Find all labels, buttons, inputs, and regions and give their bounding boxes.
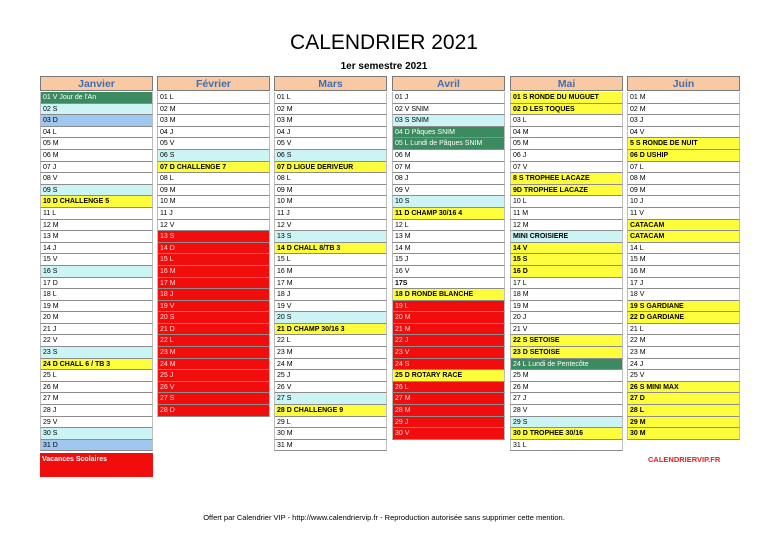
day-cell: 24 D CHALL 6 / TB 3 — [40, 359, 153, 371]
day-cell: 18 M — [510, 289, 623, 301]
day-cell: 06 M — [392, 150, 505, 162]
day-cell: 09 M — [274, 185, 387, 197]
day-cell: 23 V — [392, 347, 505, 359]
day-cell: 21 D CHAMP 30/16 3 — [274, 324, 387, 336]
day-cell: 01 M — [627, 92, 740, 104]
day-cell: 15 L — [274, 254, 387, 266]
day-cell: 25 D ROTARY RACE — [392, 370, 505, 382]
day-cell: 02 M — [274, 104, 387, 116]
day-cell: 22 M — [627, 335, 740, 347]
day-cell: 29 M — [627, 417, 740, 429]
day-cell: 25 J — [274, 370, 387, 382]
day-cell: 8 S TROPHEE LACAZE — [510, 173, 623, 185]
month-column-0 — [40, 76, 153, 451]
day-cell: 04 M — [510, 127, 623, 139]
day-cell: 15 M — [627, 254, 740, 266]
day-cell: 14 J — [40, 243, 153, 255]
day-cell: 03 D — [40, 115, 153, 127]
day-cell: 25 V — [627, 370, 740, 382]
day-cell: 11 V — [627, 208, 740, 220]
day-cell: 16 M — [627, 266, 740, 278]
day-cell: 16 S — [40, 266, 153, 278]
day-cell: 28 D CHALLENGE 9 — [274, 405, 387, 417]
day-cell: 29 J — [392, 417, 505, 429]
day-cell: 28 D — [157, 405, 270, 417]
day-cell: 16 M — [274, 266, 387, 278]
day-cell: 31 M — [274, 440, 387, 452]
day-cell: 14 V — [510, 243, 623, 255]
day-cell: 18 J — [274, 289, 387, 301]
day-cell: 03 M — [274, 115, 387, 127]
day-cell: 07 J — [40, 162, 153, 174]
day-cell: 17 J — [627, 278, 740, 290]
day-cell: 02 V SNIM — [392, 104, 505, 116]
day-cell: 21 D — [157, 324, 270, 336]
day-cell: 10 D CHALLENGE 5 — [40, 196, 153, 208]
day-cell: 28 L — [627, 405, 740, 417]
day-cell: 20 S — [157, 312, 270, 324]
day-cell: 9D TROPHEE LACAZE — [510, 185, 623, 197]
day-cell: 22 D GARDIANE — [627, 312, 740, 324]
day-cell: 15 S — [510, 254, 623, 266]
day-cell: 27 J — [510, 393, 623, 405]
day-cell: 03 L — [510, 115, 623, 127]
day-cell: 28 V — [510, 405, 623, 417]
day-cell: 10 M — [274, 196, 387, 208]
day-cell: CATACAM — [627, 231, 740, 243]
day-cell: 24 S — [392, 359, 505, 371]
day-cell: 10 S — [392, 196, 505, 208]
day-cell: 02 S — [40, 104, 153, 116]
day-cell: 22 V — [40, 335, 153, 347]
day-cell: 24 M — [157, 359, 270, 371]
day-cell: 13 M — [40, 231, 153, 243]
day-cell: 17 M — [157, 278, 270, 290]
day-cell: 11 M — [510, 208, 623, 220]
day-cell: 18 J — [157, 289, 270, 301]
month-header: Juin — [627, 76, 740, 91]
day-cell: 09 V — [392, 185, 505, 197]
day-cell: 08 M — [627, 173, 740, 185]
day-cell: 14 D CHALL 8/TB 3 — [274, 243, 387, 255]
month-column-3 — [392, 76, 505, 440]
day-cell: 31 D — [40, 440, 153, 452]
day-cell: 05 V — [274, 138, 387, 150]
day-cell: 01 L — [274, 92, 387, 104]
day-cell: 16 D — [510, 266, 623, 278]
day-cell: 01 J — [392, 92, 505, 104]
day-cell: 23 S — [40, 347, 153, 359]
day-cell: 05 L Lundi de Pâques SNIM — [392, 138, 505, 150]
day-cell: 08 L — [157, 173, 270, 185]
day-cell: 04 J — [274, 127, 387, 139]
day-cell: 09 M — [627, 185, 740, 197]
month-header: Mars — [274, 76, 387, 91]
day-cell: 19 S GARDIANE — [627, 301, 740, 313]
day-cell: 12 V — [274, 220, 387, 232]
day-cell: MINI CROISIERE — [510, 231, 623, 243]
day-cell: 08 J — [392, 173, 505, 185]
month-header: Janvier — [40, 76, 153, 91]
day-cell: 17 M — [274, 278, 387, 290]
brand-label: CALENDRIERVIP.FR — [648, 455, 721, 464]
day-cell: 04 L — [40, 127, 153, 139]
day-cell: 26 V — [157, 382, 270, 394]
day-cell: 11 D CHAMP 30/16 4 — [392, 208, 505, 220]
day-cell: 10 J — [627, 196, 740, 208]
day-cell: 12 L — [392, 220, 505, 232]
day-cell: 24 L Lundi de Pentecôte — [510, 359, 623, 371]
day-cell: 28 M — [392, 405, 505, 417]
day-cell: 21 V — [510, 324, 623, 336]
day-cell: CATACAM — [627, 220, 740, 232]
day-cell: 23 M — [157, 347, 270, 359]
day-cell: 07 D LIGUE DERIVEUR — [274, 162, 387, 174]
day-cell: 24 J — [627, 359, 740, 371]
day-cell: 06 D USHIP — [627, 150, 740, 162]
day-cell: 5 S RONDE DE NUIT — [627, 138, 740, 150]
day-cell: 30 M — [627, 428, 740, 440]
day-cell: 19 M — [40, 301, 153, 313]
day-cell: 07 L — [627, 162, 740, 174]
month-column-5 — [627, 76, 740, 440]
day-cell: 22 S SETOISE — [510, 335, 623, 347]
day-cell: 30 D TROPHEE 30/16 — [510, 428, 623, 440]
day-cell: 05 V — [157, 138, 270, 150]
day-cell: 10 M — [157, 196, 270, 208]
day-cell: 12 V — [157, 220, 270, 232]
day-cell: 30 V — [392, 428, 505, 440]
day-cell: 29 V — [40, 417, 153, 429]
day-cell: 14 M — [392, 243, 505, 255]
legend-school-holidays: Vacances Scolaires — [40, 453, 153, 477]
day-cell: 09 S — [40, 185, 153, 197]
footer-note: Offert par Calendrier VIP - http://www.calendriervip.fr - Reproduction autorisée sans supprimer cette mention. — [203, 513, 565, 522]
day-cell: 06 S — [274, 150, 387, 162]
day-cell: 26 S MINI MAX — [627, 382, 740, 394]
day-cell: 19 L — [392, 301, 505, 313]
day-cell: 18 D RONDE BLANCHE — [392, 289, 505, 301]
day-cell: 05 M — [510, 138, 623, 150]
day-cell: 12 M — [40, 220, 153, 232]
day-cell: 07 M — [392, 162, 505, 174]
day-cell: 27 S — [274, 393, 387, 405]
day-cell: 19 M — [510, 301, 623, 313]
day-cell: 01 L — [157, 92, 270, 104]
day-cell: 22 L — [157, 335, 270, 347]
month-column-4 — [510, 76, 623, 451]
day-cell: 04 D Pâques SNIM — [392, 127, 505, 139]
day-cell: 08 V — [40, 173, 153, 185]
day-cell: 30 M — [274, 428, 387, 440]
day-cell: 09 M — [157, 185, 270, 197]
month-column-1 — [157, 76, 270, 417]
day-cell: 08 L — [274, 173, 387, 185]
day-cell: 16 M — [157, 266, 270, 278]
day-cell: 25 J — [157, 370, 270, 382]
day-cell: 03 S SNIM — [392, 115, 505, 127]
day-cell: 25 L — [40, 370, 153, 382]
day-cell: 18 V — [627, 289, 740, 301]
day-cell: 26 M — [510, 382, 623, 394]
day-cell: 06 J — [510, 150, 623, 162]
page-title: CALENDRIER 2021 — [290, 31, 478, 54]
day-cell: 19 V — [157, 301, 270, 313]
month-column-2 — [274, 76, 387, 451]
day-cell: 24 M — [274, 359, 387, 371]
day-cell: 20 M — [40, 312, 153, 324]
day-cell: 10 L — [510, 196, 623, 208]
day-cell: 11 J — [274, 208, 387, 220]
day-cell: 18 L — [40, 289, 153, 301]
day-cell: 17 L — [510, 278, 623, 290]
month-header: Mai — [510, 76, 623, 91]
day-cell: 30 S — [40, 428, 153, 440]
day-cell: 04 V — [627, 127, 740, 139]
day-cell: 26 L — [392, 382, 505, 394]
day-cell: 29 L — [274, 417, 387, 429]
day-cell: 07 D CHALLENGE 7 — [157, 162, 270, 174]
day-cell: 11 J — [157, 208, 270, 220]
day-cell: 17 D — [40, 278, 153, 290]
day-cell: 01 S RONDE DU MUGUET — [510, 92, 623, 104]
day-cell: 27 M — [392, 393, 505, 405]
day-cell: 29 S — [510, 417, 623, 429]
day-cell: 02 M — [157, 104, 270, 116]
day-cell: 25 M — [510, 370, 623, 382]
day-cell: 14 L — [627, 243, 740, 255]
day-cell: 13 M — [392, 231, 505, 243]
day-cell: 27 M — [40, 393, 153, 405]
day-cell: 05 M — [40, 138, 153, 150]
day-cell: 06 M — [40, 150, 153, 162]
page-subtitle: 1er semestre 2021 — [340, 61, 428, 72]
day-cell: 06 S — [157, 150, 270, 162]
day-cell: 19 V — [274, 301, 387, 313]
day-cell: 07 V — [510, 162, 623, 174]
day-cell: 20 M — [392, 312, 505, 324]
day-cell: 20 S — [274, 312, 387, 324]
day-cell: 22 J — [392, 335, 505, 347]
day-cell: 04 J — [157, 127, 270, 139]
day-cell: 03 M — [157, 115, 270, 127]
day-cell: 23 D SETOISE — [510, 347, 623, 359]
day-cell: 23 M — [274, 347, 387, 359]
day-cell: 03 J — [627, 115, 740, 127]
day-cell: 02 M — [627, 104, 740, 116]
day-cell: 21 L — [627, 324, 740, 336]
day-cell: 20 J — [510, 312, 623, 324]
day-cell: 21 J — [40, 324, 153, 336]
day-cell: 17S — [392, 278, 505, 290]
month-header: Avril — [392, 76, 505, 91]
day-cell: 15 L — [157, 254, 270, 266]
day-cell: 16 V — [392, 266, 505, 278]
day-cell: 28 J — [40, 405, 153, 417]
day-cell: 26 V — [274, 382, 387, 394]
day-cell: 15 V — [40, 254, 153, 266]
day-cell: 23 M — [627, 347, 740, 359]
day-cell: 11 L — [40, 208, 153, 220]
day-cell: 21 M — [392, 324, 505, 336]
day-cell: 02 D LES TOQUES — [510, 104, 623, 116]
day-cell: 13 S — [274, 231, 387, 243]
day-cell: 13 S — [157, 231, 270, 243]
day-cell: 22 L — [274, 335, 387, 347]
day-cell: 31 L — [510, 440, 623, 452]
day-cell: 27 S — [157, 393, 270, 405]
day-cell: 01 V Jour de l'An — [40, 92, 153, 104]
day-cell: 26 M — [40, 382, 153, 394]
day-cell: 27 D — [627, 393, 740, 405]
month-header: Février — [157, 76, 270, 91]
day-cell: 14 D — [157, 243, 270, 255]
day-cell: 15 J — [392, 254, 505, 266]
day-cell: 12 M — [510, 220, 623, 232]
